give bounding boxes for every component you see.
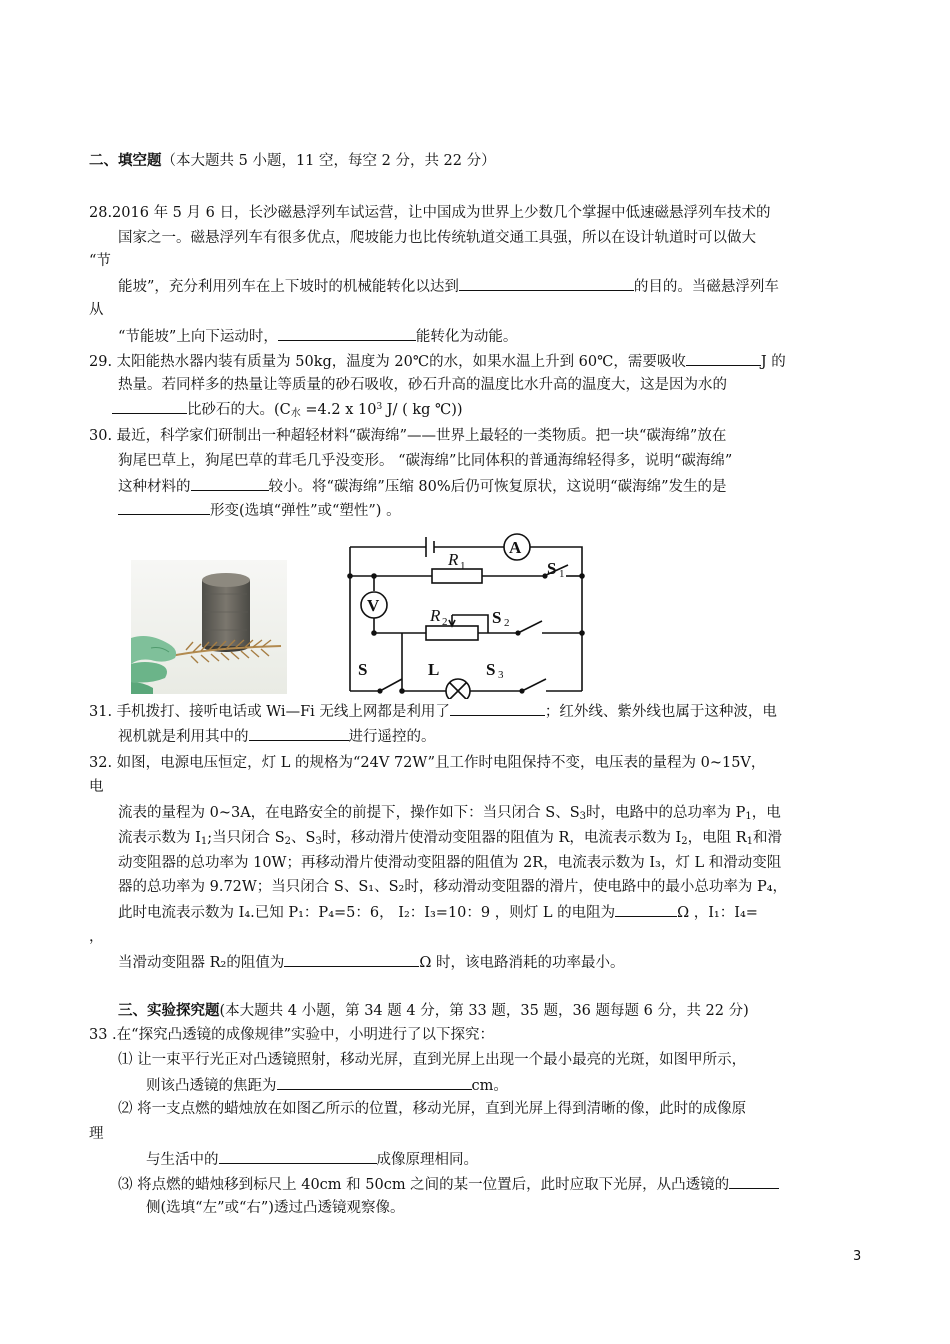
- q32-line-8: ，: [89, 929, 104, 945]
- q32-line-7-a: 此时电流表示数为 I₄.已知 P₁：P₄=5：6， I₂：I₃=10：9 ，则灯 L 的电阻为: [118, 905, 616, 921]
- r2-label: R: [430, 606, 441, 625]
- section-2-note: （本大题共 5 小题，11 空，每空 2 分，共 22 分）: [161, 153, 496, 169]
- q29-line-1-b: J 的: [760, 354, 786, 370]
- q30-line-3: [118, 476, 727, 497]
- q33-line-1: 33 .在“探究凸透镜的成像规律”实验中，小明进行了以下探究：: [89, 1027, 494, 1043]
- q32-line-3-s3: 3: [579, 811, 587, 822]
- q32-blank-1[interactable]: [615, 902, 677, 917]
- q32-line-9: [118, 952, 624, 973]
- q33-part-3: [118, 1174, 779, 1195]
- q31-line-1: [89, 701, 777, 722]
- q33-part-3b: 侧(选填“左”或“右”)透过凸透镜观察像。: [146, 1200, 405, 1216]
- section-3-note: (本大题共 4 小题，第 34 题 4 分，第 33 题，35 题，36 题每题 6 分，共 22 分): [219, 1003, 749, 1019]
- q32-line-4: [118, 828, 782, 848]
- q33-part-2c: [146, 1149, 478, 1170]
- s1-sub: 1: [559, 568, 565, 580]
- q32-line-9-b: Ω 时，该电路消耗的功率最小。: [419, 955, 625, 971]
- q30-line-4: [118, 500, 401, 521]
- q32-line-3-b: 时，电路中的总功率为 P: [586, 805, 746, 821]
- q32-line-4-s2: 2: [284, 836, 292, 847]
- q30-line-3-a: 这种材料的: [118, 479, 191, 495]
- q33-blank-1[interactable]: [277, 1075, 472, 1090]
- q30-blank-1[interactable]: [191, 476, 269, 491]
- q31-line-2-b: 进行遥控的。: [348, 729, 436, 745]
- lamp-label: L: [428, 660, 440, 679]
- q29-line-3-b: =4.2 x 10: [300, 402, 377, 418]
- q28-line-3: “节: [89, 253, 111, 269]
- q29-line-3-sub: 水: [290, 408, 301, 419]
- q28-line-4: [118, 276, 779, 297]
- r1-label: R: [448, 550, 459, 569]
- q29-line-3-a: 比砂石的大。(C: [187, 402, 291, 418]
- s3-sub: 3: [498, 669, 504, 681]
- q32-line-4-a: 流表示数为 I: [118, 830, 201, 846]
- page-number: 3: [853, 1249, 862, 1264]
- q32-line-3: [118, 803, 781, 823]
- carbon-sponge-photo: [131, 560, 287, 694]
- q32-line-3-c: ，电: [751, 805, 781, 821]
- s3-label: S: [486, 660, 496, 679]
- q28-line-4-b: 的目的。当磁悬浮列车: [633, 279, 779, 295]
- q30-blank-2[interactable]: [118, 500, 210, 515]
- q33-part-2: ⑵ 将一支点燃的蜡烛放在如图乙所示的位置，移动光屏，直到光屏上得到清晰的像，此时的成像原: [118, 1101, 747, 1117]
- q32-line-4-s3: 3: [315, 836, 322, 847]
- ammeter-label: A: [509, 538, 522, 557]
- q29-line-2: 热量。若同样多的热量让等质量的砂石吸收，砂石升高的温度比水升高的温度大，这是因为水的: [118, 377, 727, 393]
- q29-line-1-a: 29. 太阳能热水器内装有质量为 50kg，温度为 20℃的水，如果水温上升到 60℃，需要吸收: [89, 354, 686, 370]
- q32-line-9-a: 当滑动变阻器 R₂的阻值为: [118, 955, 285, 971]
- s2-sub: 2: [504, 617, 510, 629]
- q32-line-7: [118, 902, 758, 923]
- q33-blank-3[interactable]: [729, 1174, 779, 1189]
- r2-sub: 2: [442, 616, 448, 628]
- q32-line-3-p1: 1: [745, 811, 752, 822]
- q32-line-2: 电: [89, 779, 104, 795]
- q32-line-4-b: ;当只闭合 S: [207, 830, 285, 846]
- q31-blank-1[interactable]: [450, 701, 545, 716]
- q32-line-4-i2: 2: [681, 836, 688, 847]
- q29-line-3: [112, 399, 463, 420]
- q32-line-3-a: 流表的量程为 0~3A，在电路安全的前提下，操作如下：当只闭合 S、S: [118, 805, 580, 821]
- voltmeter-label: V: [367, 596, 380, 615]
- q32-line-1: 32. 如图，电源电压恒定，灯 L 的规格为“24V 72W”且工作时电阻保持不变，电压表的量程为 0~15V，: [89, 755, 766, 771]
- q32-blank-2[interactable]: [284, 952, 419, 967]
- q29-blank-1[interactable]: [686, 351, 761, 366]
- q30-line-3-b: 较小。将“碳海绵”压缩 80%后仍可恢复原状，这说明“碳海绵”发生的是: [268, 479, 727, 495]
- q28-line-1: 28.2016 年 5 月 6 日，长沙磁悬浮列车试运营，让中国成为世界上少数几个掌握中低速磁悬浮列车技术的: [89, 205, 771, 221]
- q32-line-4-c: 、S: [291, 830, 316, 846]
- q30-line-1: 30. 最近，科学家们研制出一种超轻材料“碳海绵”——世界上最轻的一类物质。把一块“碳海绵”放在: [89, 428, 727, 444]
- r1-sub: 1: [460, 560, 466, 572]
- q31-line-1-b: ；红外线、紫外线也属于这种波，电: [544, 704, 777, 720]
- q32-line-4-e: ，电阻 R: [687, 830, 747, 846]
- q32-line-4-r1: 1: [746, 836, 753, 847]
- q33-part-3-a: ⑶ 将点燃的蜡烛移到标尺上 40cm 和 50cm 之间的某一位置后，此时应取下光屏，从凸透镜的: [118, 1177, 730, 1193]
- q33-part-1b: [146, 1075, 508, 1096]
- q33-part-1b-a: 则该凸透镜的焦距为: [146, 1078, 277, 1094]
- q33-part-2c-a: 与生活中的: [146, 1152, 219, 1168]
- s2-label: S: [492, 608, 502, 627]
- q29-line-3-c: J/ ( kg ℃)): [382, 402, 463, 418]
- section-3-heading: [118, 1001, 749, 1021]
- q32-line-5: 动变阻器的总功率为 10W；再移动滑片使滑动变阻器的阻值为 2R，电流表示数为 I₃，灯 L 和滑动变阻: [118, 855, 782, 871]
- q28-line-4-a: 能坡”，充分利用列车在上下坡时的机械能转化以达到: [118, 279, 459, 295]
- q31-line-1-a: 31. 手机拨打、接听电话或 Wi—Fi 无线上网都是利用了: [89, 704, 450, 720]
- q33-part-2b: 理: [89, 1126, 104, 1142]
- q28-line-6-b: 能转化为动能。: [415, 329, 518, 345]
- q33-blank-2[interactable]: [219, 1149, 377, 1164]
- q31-blank-2[interactable]: [249, 726, 349, 741]
- q33-part-1: ⑴ 让一束平行光正对凸透镜照射，移动光屏，直到光屏上出现一个最小最亮的光斑，如图甲所示，: [118, 1052, 747, 1068]
- q28-line-6-a: “节能坡”上向下运动时，: [118, 329, 278, 345]
- q28-blank-2[interactable]: [278, 326, 416, 341]
- q28-line-6: [118, 326, 517, 347]
- q29-line-1: [89, 351, 786, 372]
- q29-line-3-sup: 3: [376, 402, 383, 412]
- q30-line-2: 狗尾巴草上，狗尾巴草的茸毛几乎没变形。 “碳海绵”比同体积的普通海绵轻得多，说明“碳海绵”: [118, 453, 733, 469]
- q33-part-1b-b: cm。: [471, 1078, 508, 1094]
- section-2-title: 二、填空题: [89, 152, 162, 169]
- q32-line-4-i1: 1: [200, 836, 208, 847]
- s-label: S: [358, 660, 368, 679]
- q31-line-2-a: 视机就是利用其中的: [118, 729, 249, 745]
- q28-blank-1[interactable]: [459, 276, 634, 291]
- q29-blank-2[interactable]: [112, 399, 187, 414]
- q31-line-2: [118, 726, 436, 747]
- q32-line-7-b: Ω ，I₁：I₄=: [677, 905, 758, 921]
- q33-part-2c-b: 成像原理相同。: [376, 1152, 478, 1168]
- section-2-heading: [89, 151, 496, 171]
- section-3-title: 三、实验探究题: [118, 1002, 220, 1019]
- q28-line-2: 国家之一。磁悬浮列车有很多优点，爬坡能力也比传统轨道交通工具强，所以在设计轨道时可以做大: [118, 230, 756, 246]
- q32-line-4-d: 时，移动滑片使滑动变阻器的阻值为 R，电流表示数为 I: [321, 830, 682, 846]
- s1-label: S: [547, 559, 557, 578]
- q32-line-6: 器的总功率为 9.72W；当只闭合 S、S₁、S₂时，移动滑动变阻器的滑片，使电路中的最小总功率为 P₄，: [118, 879, 788, 895]
- q28-line-5: 从: [89, 302, 104, 318]
- q32-line-4-f: 和滑: [753, 830, 782, 846]
- circuit-diagram: [346, 529, 586, 699]
- q30-line-4-b: 形变(选填“弹性”或“塑性”) 。: [210, 503, 401, 519]
